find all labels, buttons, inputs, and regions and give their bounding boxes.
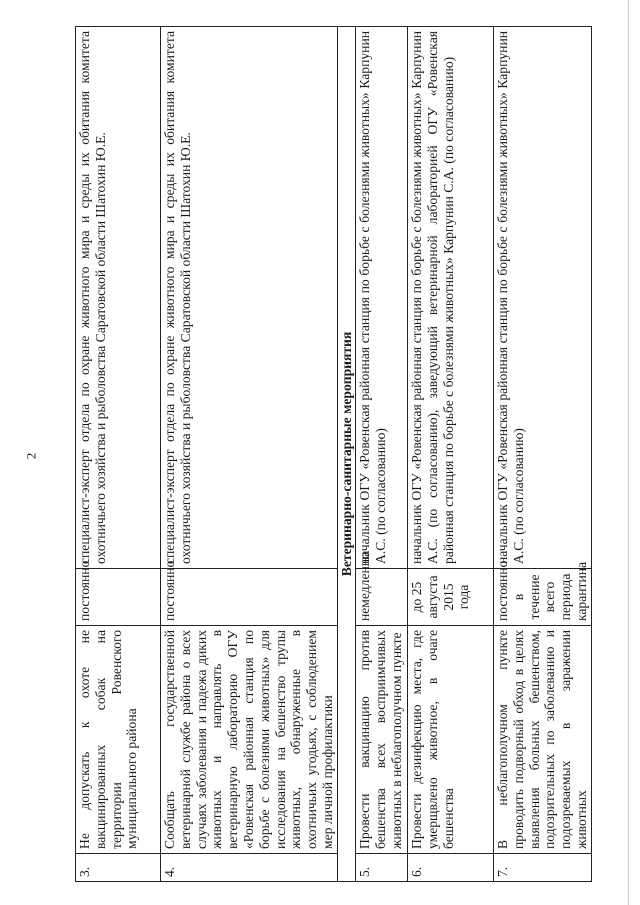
measure-text: В неблагополучном пункте проводить подворный обход в целях выявления больных бешенством, подозрительных по заболеванию и подозреваемых в заражении животных <box>494 626 592 854</box>
deadline-text: немедленно <box>356 569 408 626</box>
measure-text: Провести дезинфекцию места, где умерщвлено животное, в очаге бешенства <box>408 626 494 854</box>
row-number: 3. <box>76 854 161 882</box>
section-header-row <box>338 27 356 882</box>
scan-edge-line <box>628 0 629 905</box>
page-number: 2 <box>23 452 39 460</box>
table-row <box>161 27 338 882</box>
table-row <box>76 27 161 882</box>
deadline-text: постоянно <box>161 569 338 626</box>
deadline-text: постоянно в течение всего периода карантина <box>494 569 592 626</box>
measure-text: Провести вакцинацию против бешенства всех восприимчивых животных в неблагополучном пункте <box>356 626 408 854</box>
responsible-text: начальник ОГУ «Ровенская районная станция по борьбе с болезнями животных» Карпунин А.С. (по согласованию) <box>494 27 592 569</box>
table-row <box>356 27 408 882</box>
row-number: 5. <box>356 854 408 882</box>
responsible-text: специалист-эксперт отдела по охране животного мира и среды их обитания комитета охотничьего хозяйства и рыболовства Саратовской области Шатохин Ю.Е. <box>161 27 338 569</box>
measure-text: Не допускать к охоте не вакцинированных собак на территории Ровенского муниципального района <box>76 626 161 854</box>
measure-text: Сообщать государственной ветеринарной службе района о всех случаях заболевания и падежа диких животных и направлять в ветеринарную лабораторию ОГУ «Ровенская районная станция по борьбе с болезнями животных» для исследования на бешенство трупы животных, обнаруженные в охотничьих угодьях, с соблюдением мер личной профилактики <box>161 626 338 854</box>
table-row <box>494 27 592 882</box>
responsible-text: начальник ОГУ «Ровенская районная станция по борьбе с болезнями животных» Карпунин А.С. (по согласованию) <box>356 27 408 569</box>
responsible-text: специалист-эксперт отдела по охране животного мира и среды их обитания комитета охотничьего хозяйства и рыболовства Саратовской области Шатохин Ю.Е. <box>76 27 161 569</box>
responsible-text: начальник ОГУ «Ровенская районная станция по борьбе с болезнями животных» Карпунин А.С. (по согласованию), заведующий ветеринарной лабораторией ОГУ «Ровенская районная станция по борьбе с болезнями животных» Карпунин С.А. (по согласованию) <box>408 27 494 569</box>
rotated-page-content <box>75 27 589 882</box>
row-number: 7. <box>494 854 592 882</box>
measures-table <box>75 26 592 882</box>
deadline-text: постоянно <box>76 569 161 626</box>
row-number: 4. <box>161 854 338 882</box>
row-number: 6. <box>408 854 494 882</box>
table-row <box>408 27 494 882</box>
section-title: Ветеринарно-санитарные мероприятия <box>338 27 356 882</box>
deadline-text: до 25 августа 2015 года <box>408 569 494 626</box>
